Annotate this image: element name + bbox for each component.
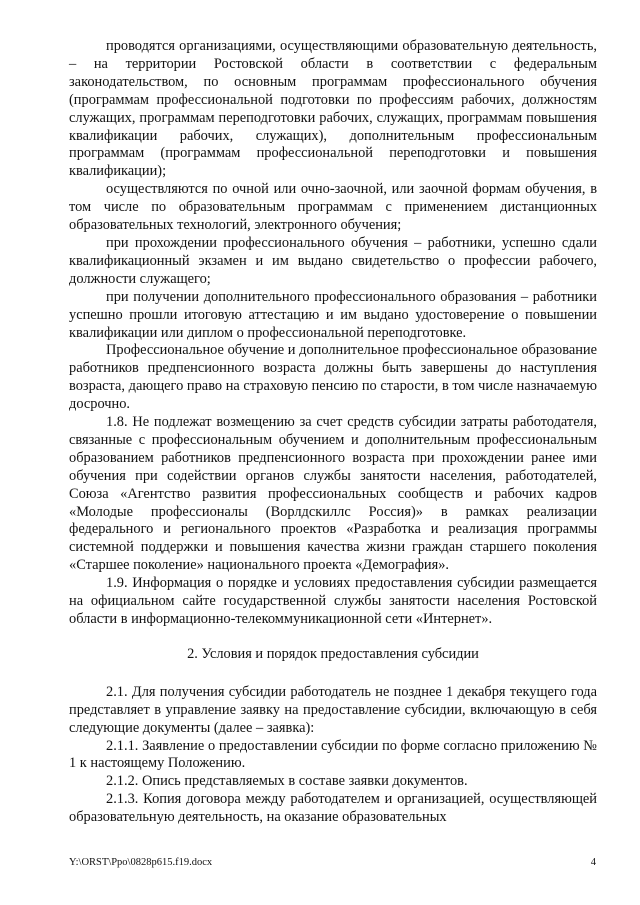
paragraph: осуществляются по очной или очно-заочной, или заочной формам обучения, в том числе по образовательным программам с применением дистанционных образовательных технологий, электронного обучения; bbox=[69, 181, 597, 234]
paragraph: проводятся организациями, осуществляющими образовательную деятельность, – на территории Ростовской области в соответствии с федеральным законодательством, по основным программам профессионального обучения (программам профессиональной подготовки по профессиям рабочих, должностям служащих, программам переподготовки рабочих, служащих, программам повышения квалификации рабочих, служащих), дополнительным профессиональным программам (программам профессиональной переподготовки и повышения квалификации); bbox=[69, 38, 597, 180]
paragraph-2-1-2: 2.1.2. Опись представляемых в составе заявки документов. bbox=[106, 773, 468, 790]
paragraph-1-8: 1.8. Не подлежат возмещению за счет средств субсидии затраты работодателя, связанные с профессиональным обучением и дополнительным профессиональным образованием работников предпенсионного возраста при прохождении ранее ими обучения при содействии органов службы занятости населения, работодателей, Союза «Агентство развития профессиональных сообществ и рабочих кадров «Молодые профессионалы (Ворлдскиллс Россия)» в рамках реализации федерального и регионального проектов «Разработка и реализация программы системной поддержки и повышения качества жизни граждан старшего поколения «Старшее поколение» национального проекта «Демография». bbox=[69, 414, 597, 574]
paragraph: при прохождении профессионального обучения – работники, успешно сдали квалификационный экзамен и им выдано свидетельство о профессии рабочего, должности служащего; bbox=[69, 234, 597, 287]
paragraph-1-9: 1.9. Информация о порядке и условиях предоставления субсидии размещается на официальном сайте государственной службы занятости населения Ростовской области в информационно-телекоммуникационной сети «Интернет». bbox=[69, 575, 597, 627]
paragraph-2-1-3: 2.1.3. Копия договора между работодателем и организацией, осуществляющей образовательную деятельность, на оказание образовательных bbox=[69, 791, 597, 826]
paragraph: Профессиональное обучение и дополнительное профессиональное образование работников предпенсионного возраста должны быть завершены до наступления возраста, дающего право на страховую пенсию по старости, в том числе назначаемую досрочно. bbox=[69, 342, 597, 413]
section-heading: 2. Условия и порядок предоставления субсидии bbox=[187, 645, 479, 662]
paragraph-2-1: 2.1. Для получения субсидии работодатель не позднее 1 декабря текущего года представляет в управление заявку на предоставление субсидии, включающую в себя следующие документы (далее – заявка): bbox=[69, 683, 597, 736]
paragraph: при получении дополнительного профессионального образования – работники успешно прошли итоговую аттестацию и им выдано удостоверение о повышении квалификации или диплом о профессиональной переподготовке. bbox=[69, 288, 597, 341]
footer-file-path: Y:\ORST\Ppo\0828p615.f19.docx bbox=[69, 857, 213, 868]
paragraph-2-1-1: 2.1.1. Заявление о предоставлении субсидии по форме согласно приложению № 1 к настоящему Положению. bbox=[69, 737, 597, 772]
document-body bbox=[69, 38, 597, 827]
footer-page-number: 4 bbox=[590, 857, 596, 868]
